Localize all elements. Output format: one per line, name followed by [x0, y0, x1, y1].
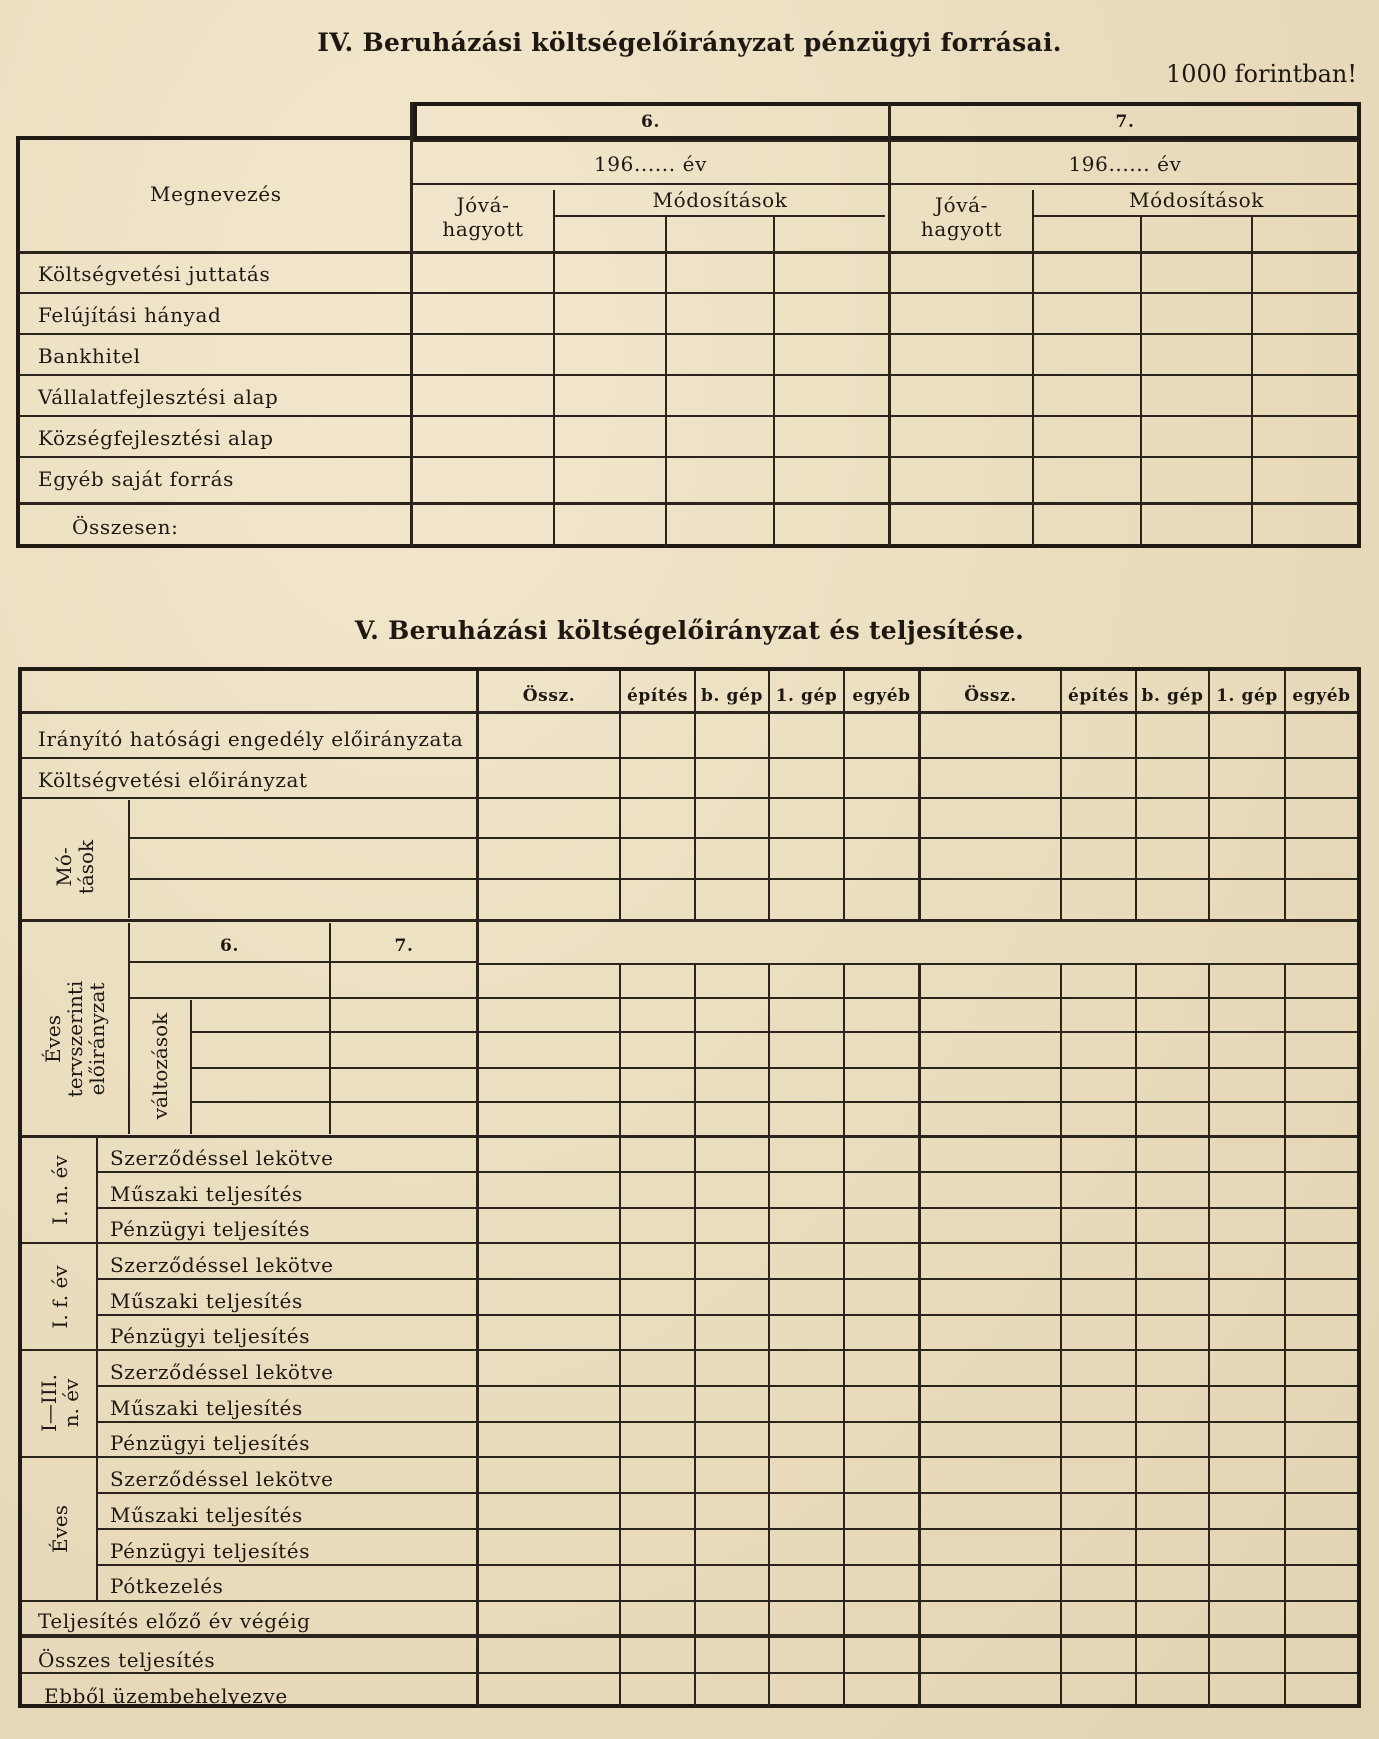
g4-row-financial: Pénzügyi teljesítés [110, 1539, 311, 1563]
section5-title: V. Beruházási költségelőirányzat és teljesítése. [354, 616, 1025, 645]
row-renewal-share: Felújítási hányad [38, 303, 222, 327]
col-construction-1: építés [627, 686, 688, 706]
row-company-fund: Vállalatfejlesztési alap [38, 385, 279, 409]
unit-note: 1000 forintban! [1165, 60, 1357, 88]
row-budget-allocation: Költségvetési juttatás [38, 262, 271, 286]
g4-row-surcharge: Pótkezelés [110, 1574, 224, 1598]
row-prev-year: Teljesítés előző év végéig [38, 1609, 311, 1633]
g3-row-financial: Pénzügyi teljesítés [110, 1431, 311, 1455]
col-b-machine-1: b. gép [701, 686, 763, 706]
row-total-completion: Összes teljesítés [38, 1648, 216, 1672]
modifications6: Módosítások [652, 188, 788, 212]
group-i-iii-n-ev-label: I—III. n. év [37, 1374, 83, 1432]
annual-sub6: 6. [220, 936, 239, 956]
g1-row-contracted: Szerződéssel lekötve [110, 1146, 334, 1170]
g2-row-financial: Pénzügyi teljesítés [110, 1324, 311, 1348]
row-municipal-fund: Községfejlesztési alap [38, 426, 274, 450]
g4-row-technical: Műszaki teljesítés [110, 1503, 303, 1527]
g2-row-contracted: Szerződéssel lekötve [110, 1253, 334, 1277]
approved6-line1: Jóvá- [456, 193, 510, 217]
g2-row-technical: Műszaki teljesítés [110, 1289, 303, 1313]
approved7-line1: Jóvá- [934, 193, 989, 217]
col-total-1: Össz. [522, 686, 576, 706]
col-name-header: Megnevezés [150, 182, 282, 206]
mods-vertical-label: Mó- tások [52, 839, 98, 895]
col-b-machine-2: b. gép [1141, 686, 1204, 706]
modifications7: Módosítások [1128, 188, 1264, 212]
col-construction-2: építés [1068, 686, 1129, 706]
g4-row-contracted: Szerződéssel lekötve [110, 1467, 334, 1491]
row-total: Összesen: [72, 515, 179, 539]
row-authority: Irányító hatósági engedély előirányzata [38, 727, 464, 751]
annual-sub7: 7. [394, 936, 414, 956]
g1-row-technical: Műszaki teljesítés [110, 1182, 303, 1206]
g3-row-contracted: Szerződéssel lekötve [110, 1360, 334, 1384]
col-total-2: Össz. [964, 686, 1017, 706]
year6-label: 196...... év [593, 152, 707, 176]
group-i-n-ev-label: I. n. év [48, 1155, 72, 1225]
changes-vertical-label: változások [148, 1012, 172, 1120]
g3-row-technical: Műszaki teljesítés [110, 1396, 303, 1420]
col-1-machine-2: 1. gép [1216, 686, 1278, 706]
year7-label: 196...... év [1068, 152, 1182, 176]
group-i-f-ev-label: I. f. év [48, 1265, 72, 1329]
year7-header: 7. [1115, 112, 1135, 132]
year6-header: 6. [641, 112, 660, 132]
row-commissioned: Ebből üzembehelyezve [44, 1684, 288, 1708]
col-other-1: egyéb [852, 686, 911, 706]
col-other-2: egyéb [1292, 686, 1351, 706]
approved6-line2: hagyott [442, 217, 524, 241]
row-bank-credit: Bankhitel [38, 344, 141, 368]
section4-title: IV. Beruházási költségelőirányzat pénzügyi forrásai. [317, 28, 1062, 57]
annual-plan-vertical-label: Éves tervszerinti előirányzat [41, 980, 109, 1098]
row-other-source: Egyéb saját forrás [38, 467, 234, 491]
approved7-line2: hagyott [920, 217, 1003, 241]
row-budget-estimate: Költségvetési előirányzat [38, 768, 308, 792]
col-1-machine-1: 1. gép [775, 686, 838, 706]
group-eves-label: Éves [48, 1505, 72, 1553]
g1-row-financial: Pénzügyi teljesítés [110, 1217, 311, 1241]
